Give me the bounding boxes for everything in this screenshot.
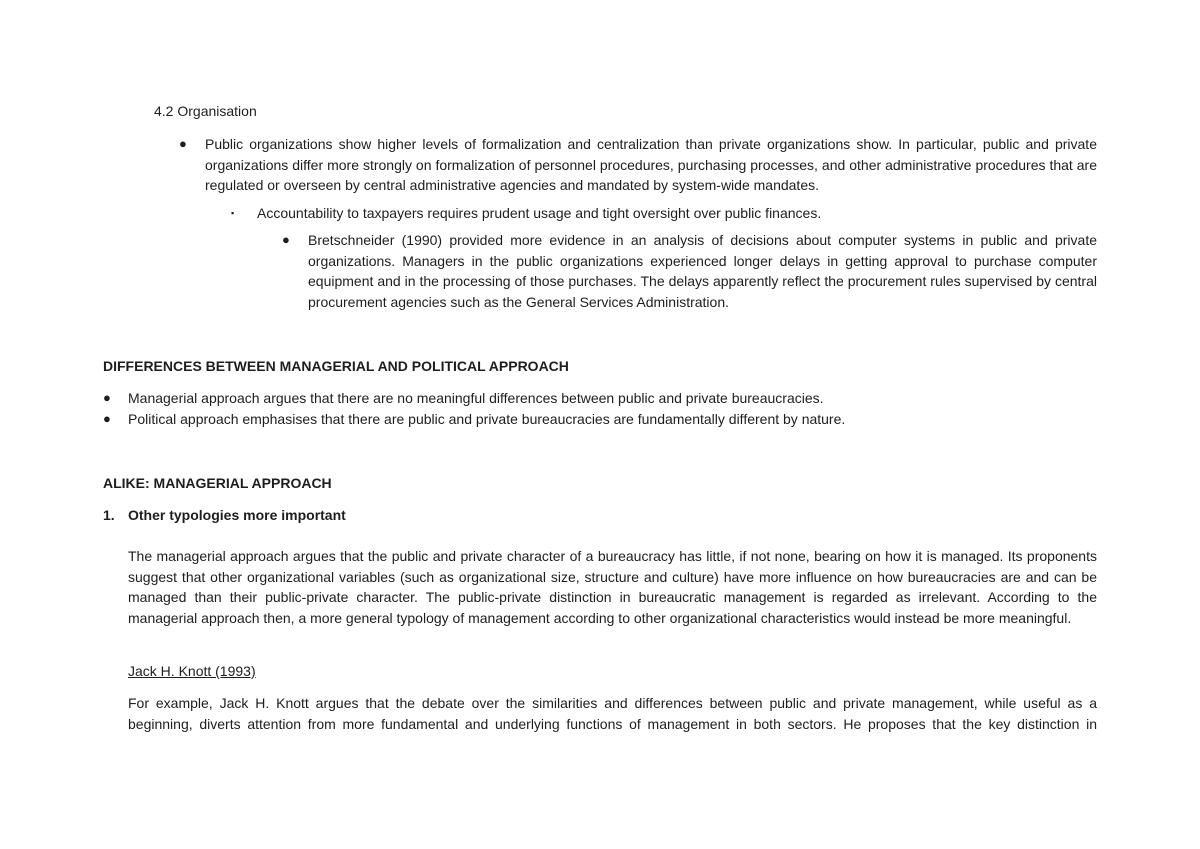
list-item-managerial: Managerial approach argues that there are no meaningful differences between public and private bureaucracies.	[128, 390, 824, 406]
bullet-marker: ●	[103, 411, 111, 426]
list-item-political: Political approach emphasises that there are public and private bureaucracies are fundamentally different by nature.	[128, 411, 846, 427]
managerial-paragraph: The managerial approach argues that the public and private character of a bureaucracy has little, if not none, bearing on how it is managed. Its proponents suggest that other organizational variables (such as organizational size, structure and culture) have more influence on how bureaucracies are and can be managed than their public-private character. The public-private distinction in bureaucratic management is regarded as irrelevant. According to the managerial approach then, a more general typology of management according to other organizational characteristics would instead be more meaningful.	[128, 548, 1097, 626]
knott-paragraph: For example, Jack H. Knott argues that the debate over the similarities and differences between public and private management, while useful as a beginning, diverts attention from more fundamental and underlying functions of management in both sectors. He proposes that the key distinction in	[128, 695, 1097, 732]
bullet-paragraph-formalization: Public organizations show higher levels of formalization and centralization than private organizations show. In particular, public and private organizations differ more strongly on formalization of personnel procedures, purchasing processes, and other administrative procedures that are regulated or overseen by central administrative agencies and mandated by system-wide mandates.	[205, 136, 1097, 194]
sub-bullet-accountability: Accountability to taxpayers requires prudent usage and tight oversight over public finances.	[257, 205, 822, 221]
sub-sub-bullet-bretschneider: Bretschneider (1990) provided more evidence in an analysis of decisions about computer systems in public and private organizations. Managers in the public organizations experienced longer delays in getting approval to purchase computer equipment and in the processing of those purchases. The delays apparently reflect the procurement rules supervised by central procurement agencies such as the General Services Administration.	[308, 232, 1097, 310]
bullet-marker: ●	[103, 390, 111, 405]
bullet-marker: ●	[282, 232, 290, 247]
bullet-marker: ●	[179, 136, 187, 151]
section-heading: 4.2 Organisation	[154, 103, 257, 119]
alike-heading: ALIKE: MANAGERIAL APPROACH	[103, 475, 332, 491]
reference-link: Jack H. Knott (1993)	[128, 663, 256, 679]
differences-heading: DIFFERENCES BETWEEN MANAGERIAL AND POLITICAL APPROACH	[103, 358, 569, 374]
square-bullet-marker: ▪	[231, 208, 235, 218]
numbered-item-title: Other typologies more important	[128, 507, 346, 523]
numbered-item-number: 1.	[103, 507, 115, 523]
